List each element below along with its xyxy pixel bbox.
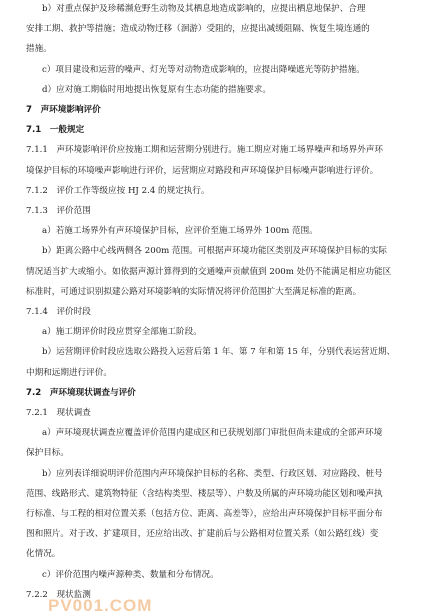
paragraph-line: d）应对施工期临时用地提出恢复原有生态功能的措施要求。 (42, 84, 271, 95)
section-heading: 7 声环境影响评价 (26, 105, 101, 115)
list-item-continuation: 标准时，可通过识别拟建公路对环境影响的实际情况将评价范围扩大至满足标准的距离。 (26, 286, 362, 297)
list-item-continuation: 情况适当扩大或缩小。如依据声源计算得到的交通噪声贡献值到 200m 处仍不能满足相应功能区 (26, 266, 392, 277)
paragraph-line: c）项目建设和运营的噪声、灯光等对动物造成影响的，应提出降噪遮光等防护措施。 (42, 64, 365, 75)
clause-heading: 7.1.4 评价时段 (26, 307, 91, 317)
list-item-continuation: 保护目标。 (26, 448, 69, 459)
paragraph-line: 安排工期、救护等措施；造成动物迁移（洄游）受阻的，应提出减缓阻隔、恢复生境连通的 (26, 24, 370, 35)
list-item: c）评价范围内噪声源种类、数量和分布情况。 (42, 569, 219, 580)
list-item: a）若施工场界外有声环境保护目标，应评价至施工场界外 100m 范围。 (42, 226, 318, 237)
clause-line: 7.1.1 声环境影响评价应按施工期和运营期分别进行。施工期应对施工场界噪声和场界外声环 (26, 145, 384, 156)
list-item-continuation: 化情况。 (26, 549, 61, 560)
list-item: b）运营期评价时段应选取公路投入运营后第 1 年、第 7 年和第 15 年，分别代表运营近期、 (42, 347, 396, 358)
clause-heading: 7.1.3 评价范围 (26, 206, 91, 216)
paragraph-line: 措施。 (26, 44, 52, 55)
clause-line: 7.1.2 评价工作等级应按 HJ 2.4 的规定执行。 (26, 185, 210, 196)
list-item-continuation: 范围、线路形式、建筑物特征（含结构类型、楼层等）、户数及所属的声环境功能区划和噪声执 (26, 488, 383, 499)
subsection-heading: 7.1 一般规定 (26, 125, 85, 136)
list-item: b）距离公路中心线两侧各 200m 范围。可根据声环境功能区类别及声环境保护目标的实际 (42, 246, 387, 257)
watermark-logo: PV001.COM (48, 596, 153, 615)
list-item-continuation: 中期和远期进行评价。 (26, 367, 112, 378)
paragraph-line: b）对重点保护及珍稀濒危野生动物及其栖息地造成影响的，应提出栖息地保护、合理 (42, 4, 366, 14)
list-item-continuation: 行标准、与工程的相对位置关系（包括方位、距离、高差等），应给出声环境保护目标平面分布 (26, 509, 383, 519)
list-item: b）应列表详细说明评价范围内声环境保护目标的名称、类型、行政区划、对应路段、桩号 (42, 468, 383, 479)
list-item: a）施工期评价时段应贯穿全部施工阶段。 (42, 327, 202, 338)
clause-line: 境保护目标的环境噪声影响进行评价，运营期应对路段和声环境保护目标噪声影响进行评价。 (26, 165, 379, 176)
clause-heading: 7.2.1 现状调查 (26, 408, 91, 418)
list-item-continuation: 图和照片。对于改、扩建项目，还应给出改、扩建前后与公路相对位置关系（如公路红线）变 (26, 529, 379, 540)
clause-heading: 7.2.2 现状监测 (26, 589, 91, 600)
subsection-heading: 7.2 声环境现状调查与评价 (26, 387, 136, 398)
list-item: a）声环境现状调查应覆盖评价范围内建成区和已获规划部门审批但尚未建成的全部声环境 (42, 428, 383, 439)
